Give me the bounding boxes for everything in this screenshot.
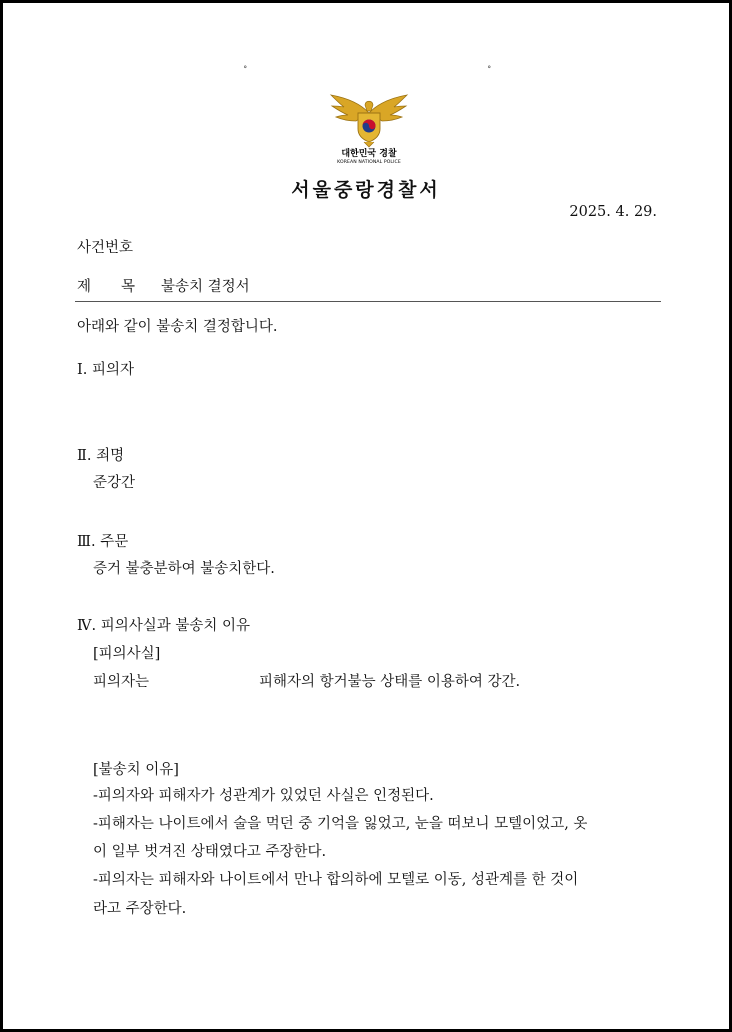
fact-text-part2: 피해자의 항거불능 상태를 이용하여 강간. (259, 674, 521, 690)
reason-item-3-line2: 라고 주장한다. (93, 901, 187, 917)
logo-korean-text: 대한민국 경찰 (341, 149, 397, 159)
eagle-head-shape (365, 101, 373, 111)
reason-item-2-line2: 이 일부 벗겨진 상태였다고 주장한다. (93, 844, 327, 860)
subject-label-part2: 목 (121, 279, 136, 295)
fact-label: [피의사실] (93, 646, 161, 662)
police-emblem-logo (328, 91, 410, 165)
eagle-tail-shape (364, 142, 374, 147)
reason-item-3-line1: -피의자는 피해자와 나이트에서 만나 합의하에 모텔로 이동, 성관계를 한 것이 (93, 872, 579, 888)
section-3-heading: Ⅲ. 주문 (77, 534, 129, 550)
document-date: 2025. 4. 29. (569, 204, 657, 220)
fact-text-part1: 피의자는 (93, 674, 150, 690)
section-3-body: 증거 불충분하여 불송치한다. (93, 561, 275, 577)
section-2-heading: Ⅱ. 죄명 (77, 448, 125, 464)
logo-english-text: KOREAN NATIONAL POLICE (337, 160, 401, 165)
subject-value: 불송치 결정서 (161, 279, 250, 295)
reason-item-1: -피의자와 피해자가 성관계가 있었던 사실은 인정된다. (93, 788, 434, 804)
case-number-label: 사건번호 (77, 240, 134, 256)
section-4-heading: Ⅳ. 피의사실과 불송치 이유 (77, 618, 250, 634)
header-dot-left: ˚ (243, 67, 248, 77)
section-2-body: 준강간 (93, 475, 136, 491)
header-divider (75, 301, 661, 302)
section-1-heading: Ⅰ. 피의자 (77, 362, 134, 378)
header-dot-right: ˚ (487, 67, 492, 77)
intro-text: 아래와 같이 불송치 결정합니다. (77, 319, 278, 335)
subject-label-part1: 제 (77, 279, 92, 295)
organization-title: 서울중랑경찰서 (291, 179, 441, 201)
reason-item-2-line1: -피해자는 나이트에서 술을 먹던 중 기억을 잃었고, 눈을 떠보니 모텔이었고, 옷 (93, 816, 588, 832)
reason-label: [불송치 이유] (93, 762, 179, 778)
